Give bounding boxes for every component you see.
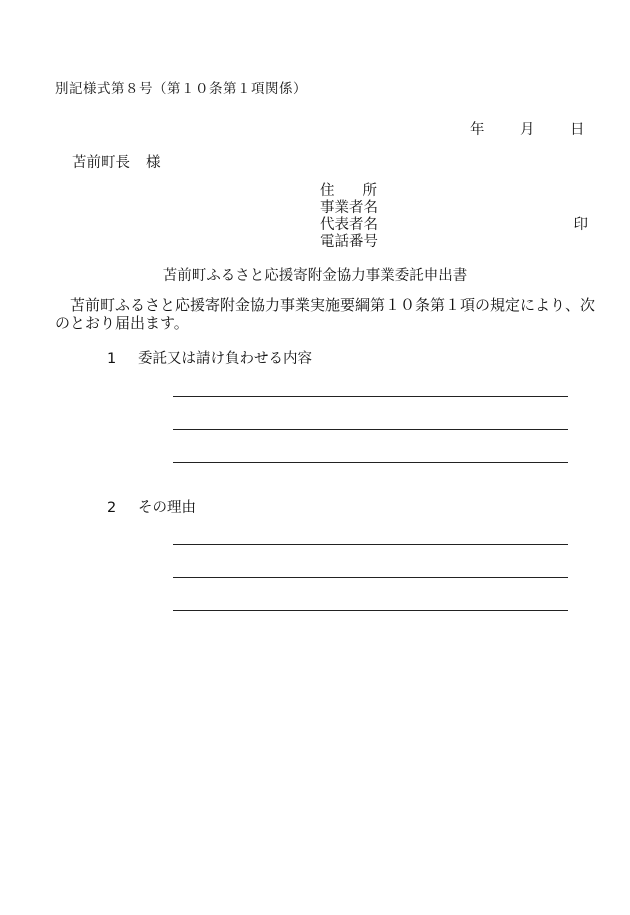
section-2-number: 2 [107, 500, 117, 516]
section-1-number: 1 [107, 351, 117, 367]
date-year-label: 年 [470, 122, 485, 138]
date-day-label: 日 [570, 122, 585, 138]
document-title: 苫前町ふるさと応援寄附金協力事業委託申出書 [162, 268, 468, 284]
addressee-name: 苫前町長 [72, 155, 130, 171]
body-text: 苫前町ふるさと応援寄附金協力事業実施要綱第１０条第１項の規定により、次のとおり届出ます。 [55, 296, 596, 332]
representative-row [320, 217, 588, 234]
applicant-block [320, 183, 588, 251]
address-row [320, 183, 588, 200]
date-month-label: 月 [520, 122, 535, 138]
section-1-line-1 [173, 396, 568, 397]
business-name-row [320, 200, 588, 217]
form-number: 別記様式第８号（第１０条第１項関係） [55, 81, 307, 97]
section-1-heading [107, 347, 312, 368]
section-2-label: その理由 [138, 500, 196, 516]
seal-label: 印 [573, 217, 588, 233]
section-1-line-2 [173, 429, 568, 430]
phone-label: 電話番号 [320, 234, 378, 250]
addressee [72, 151, 161, 172]
section-2-line-3 [173, 610, 568, 611]
section-1-line-3 [173, 462, 568, 463]
addressee-honorific: 様 [146, 155, 161, 171]
section-2-line-2 [173, 577, 568, 578]
address-label-2: 所 [362, 183, 377, 199]
phone-row [320, 234, 588, 251]
address-label-1: 住 [320, 183, 335, 199]
section-2-line-1 [173, 544, 568, 545]
section-1-label: 委託又は請け負わせる内容 [138, 351, 312, 367]
representative-label: 代表者名 [320, 217, 378, 233]
section-2-heading [107, 496, 196, 517]
business-name-label: 事業者名 [320, 200, 378, 216]
